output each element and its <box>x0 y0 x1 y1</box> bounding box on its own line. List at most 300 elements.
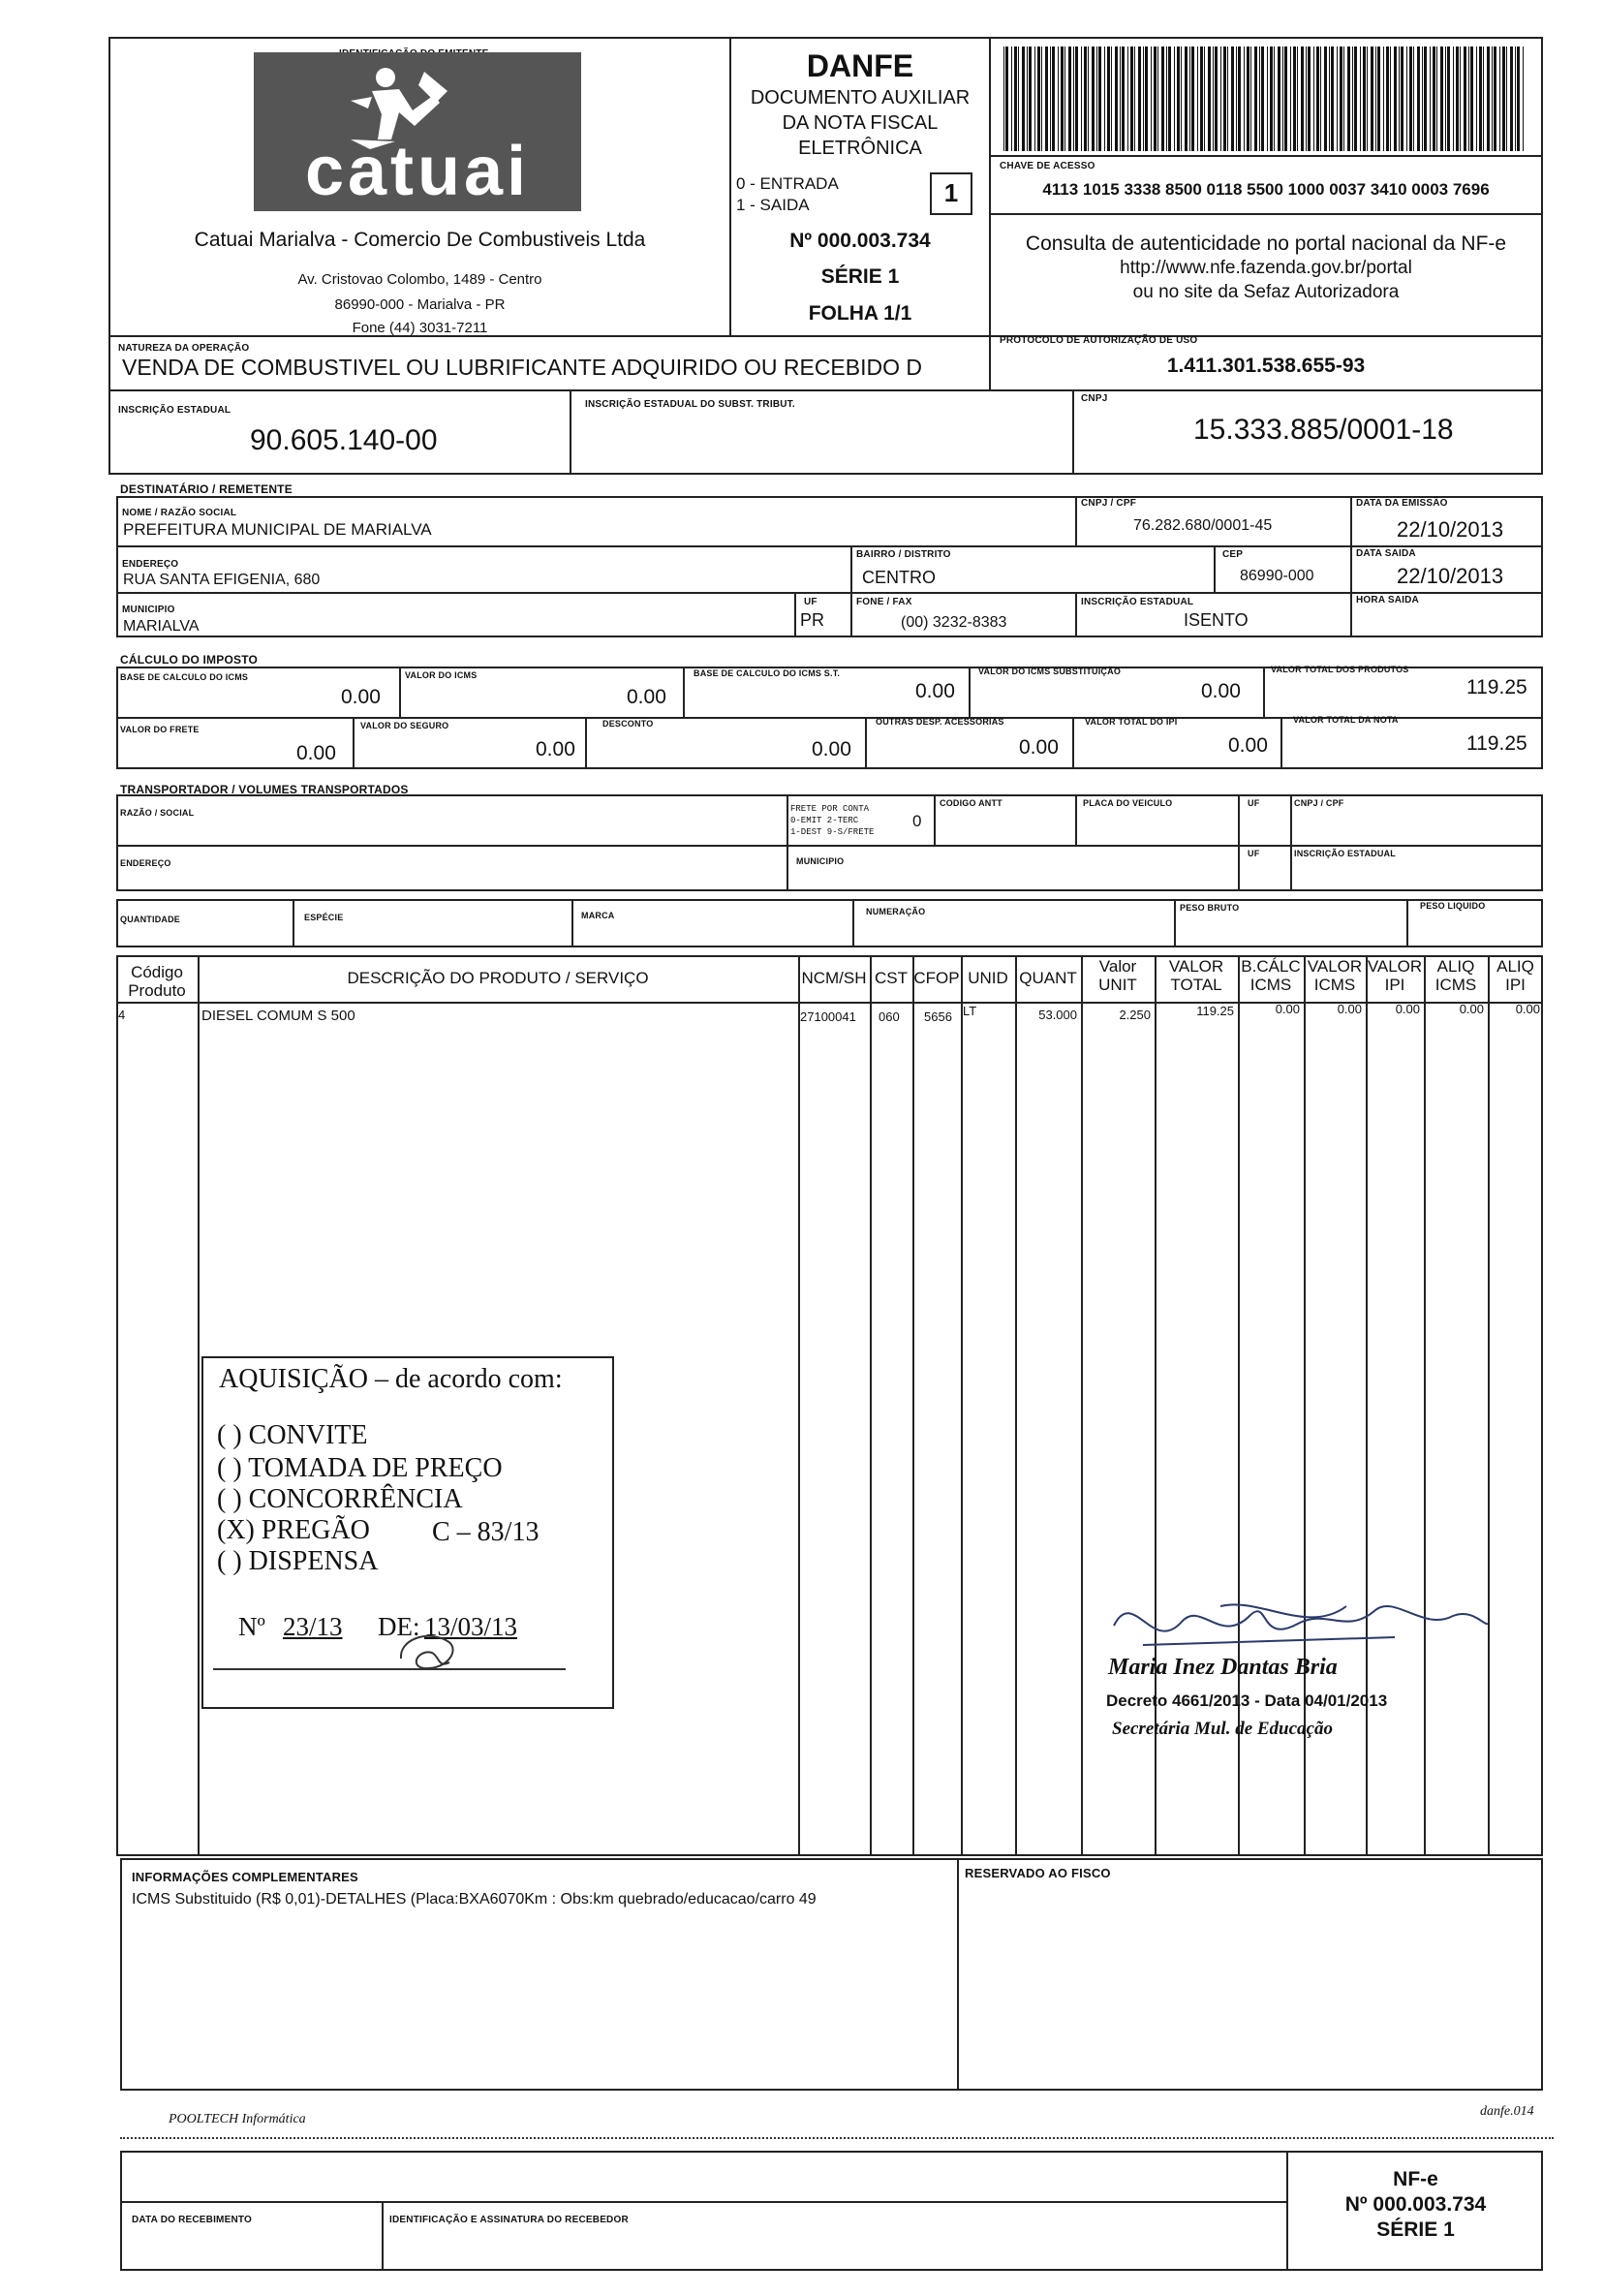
barcode-bar <box>1138 47 1141 151</box>
marca-label: MARCA <box>581 911 615 920</box>
dest-bairro-label: BAIRRO / DISTRITO <box>856 549 951 560</box>
cut-line <box>120 2137 1554 2139</box>
barcode-bar <box>1041 47 1042 151</box>
barcode-bar <box>1440 47 1443 151</box>
barcode-bar <box>1185 47 1188 151</box>
transp-razao-label: RAZÃO / SOCIAL <box>120 808 195 818</box>
barcode-bar <box>1413 47 1414 151</box>
dest-hora-label: HORA SAIDA <box>1356 595 1419 605</box>
barcode-bar <box>1399 47 1400 151</box>
col-cst <box>870 969 912 987</box>
vol-col-3 <box>852 899 854 947</box>
barcode-bar <box>1157 47 1158 151</box>
protocolo-value: 1.411.301.538.655-93 <box>1166 355 1366 377</box>
numeracao-label: NUMERAÇÃO <box>866 907 926 916</box>
barcode-bar <box>1236 47 1237 151</box>
cell-quant: 53.000 <box>1038 1008 1077 1022</box>
barcode-bar <box>1052 47 1055 151</box>
col-cfop-text: CFOP <box>913 969 960 987</box>
barcode-bar <box>1014 47 1017 151</box>
canhoto-assinatura-label: IDENTIFICAÇÃO E ASSINATURA DO RECEBEDOR <box>389 2215 629 2225</box>
cell-unid: LT <box>963 1004 977 1018</box>
barcode-bar <box>1515 47 1516 151</box>
barcode-bar <box>1104 47 1105 151</box>
dest-saida: 22/10/2013 <box>1397 564 1504 588</box>
prod-col-6 <box>1015 955 1017 1856</box>
barcode-bar <box>1227 47 1228 151</box>
barcode-bar <box>1058 47 1059 151</box>
dest-nome-label: NOME / RAZÃO SOCIAL <box>122 508 237 518</box>
ipi: 0.00 <box>1228 734 1268 757</box>
stamp-de-label: DE: <box>378 1612 420 1641</box>
barcode-bar <box>1367 47 1368 151</box>
barcode-bar <box>1005 47 1008 151</box>
fisco-label: RESERVADO AO FISCO <box>965 1866 1111 1880</box>
signature-line3: Secretária Mul. de Educação <box>1112 1719 1333 1739</box>
barcode-bar <box>1034 47 1035 151</box>
cell-valor-unit: 2.250 <box>1119 1008 1151 1022</box>
stamp-num: 23/13 <box>283 1612 343 1641</box>
canhoto-numero: Nº 000.003.734 <box>1344 2193 1487 2216</box>
valor-st: 0.00 <box>1201 680 1241 702</box>
barcode-bar <box>1254 47 1257 151</box>
prod-col-2 <box>798 955 800 1856</box>
imp-col-1 <box>399 667 401 717</box>
especie-label: ESPÉCIE <box>304 913 344 922</box>
barcode-bar <box>1037 47 1040 151</box>
dest-col-ie <box>1075 592 1077 637</box>
imp-col-7 <box>865 717 867 769</box>
barcode-bar <box>1151 47 1152 151</box>
barcode-bar <box>1084 47 1087 151</box>
barcode-bar <box>1453 47 1454 151</box>
barcode-bar <box>1324 47 1327 151</box>
barcode-bar <box>1208 47 1211 151</box>
barcode-bar <box>1181 47 1182 151</box>
stamp-date: 13/03/13 <box>424 1612 518 1641</box>
natureza-label: NATUREZA DA OPERAÇÃO <box>118 343 250 354</box>
col-bcalc-icms-text: B.CÁLC ICMS <box>1241 957 1301 994</box>
barcode-bar <box>1259 47 1260 151</box>
info-label: INFORMAÇÕES COMPLEMENTARES <box>132 1870 358 1884</box>
barcode-bar <box>1238 47 1241 151</box>
dest-municipio: MARIALVA <box>123 618 200 635</box>
col-ncm-text: NCM/SH <box>801 969 867 987</box>
barcode-bar <box>1284 47 1287 151</box>
barcode-bar <box>1045 47 1048 151</box>
barcode-bar <box>1487 47 1490 151</box>
col-quant-text: QUANT <box>1019 969 1077 987</box>
dest-row-divider-2 <box>116 592 1543 594</box>
barcode-bar <box>1470 47 1473 151</box>
col-valor-ipi <box>1366 957 1424 994</box>
transp-frete-l1: FRETE POR CONTA <box>790 804 870 814</box>
danfe-serie: SÉRIE 1 <box>820 265 900 288</box>
imp-col-6 <box>585 717 587 769</box>
emitente-city: 86990-000 - Marialva - PR <box>334 296 506 313</box>
total-prod-label: VALOR TOTAL DOS PRODUTOS <box>1271 665 1409 674</box>
barcode-bar <box>1331 47 1334 151</box>
emitente-phone: Fone (44) 3031-7211 <box>352 320 488 336</box>
desconto-label: DESCONTO <box>602 719 654 729</box>
natureza-value: VENDA DE COMBUSTIVEL OU LUBRIFICANTE ADQUIRIDO OU RECEBIDO D <box>122 355 923 380</box>
barcode-bar <box>1223 47 1226 151</box>
prod-col-11 <box>1366 955 1368 1856</box>
dest-ie: ISENTO <box>1184 610 1249 630</box>
seguro: 0.00 <box>536 738 575 760</box>
imp-col-4 <box>1263 667 1265 717</box>
dest-endereco: RUA SANTA EFIGENIA, 680 <box>123 572 321 588</box>
barcode-bar <box>1098 47 1101 151</box>
barcode-bar <box>1517 47 1520 151</box>
barcode-bar <box>1168 47 1171 151</box>
danfe-saida: 1 - SAIDA <box>736 196 810 214</box>
barcode-bar <box>1506 47 1507 151</box>
danfe-tipo: 1 <box>943 178 959 207</box>
barcode-bar <box>1127 47 1128 151</box>
ie-value: 90.605.140-00 <box>250 424 438 456</box>
vol-col-2 <box>571 899 573 947</box>
imp-col-9 <box>1280 717 1282 769</box>
barcode-bar <box>1363 47 1366 151</box>
cell-codigo: 4 <box>118 1008 126 1022</box>
emitente-name: Catuai Marialva - Comercio De Combustiveis Ltda <box>194 229 646 251</box>
vol-col-1 <box>293 899 294 947</box>
barcode-bar <box>1316 47 1319 151</box>
barcode-bar <box>1174 47 1175 151</box>
barcode-bar <box>1523 47 1524 151</box>
dest-col-cnpj <box>1075 496 1077 545</box>
barcode-bar <box>1445 47 1446 151</box>
dest-municipio-label: MUNICIPIO <box>122 605 175 615</box>
barcode-bar <box>1282 47 1283 151</box>
col-valor-total-text: VALOR TOTAL <box>1168 957 1224 994</box>
cell-valor-icms: 0.00 <box>1337 1002 1362 1016</box>
col-aliq-ipi-text: ALIQ IPI <box>1496 957 1534 994</box>
col-descricao <box>198 969 798 987</box>
barcode-bar <box>1483 47 1484 151</box>
barcode-bar <box>1145 47 1148 151</box>
prod-col-4 <box>912 955 914 1856</box>
consulta-line1: Consulta de autenticidade no portal nacional da NF-e <box>1025 233 1507 255</box>
barcode-bar <box>1200 47 1203 151</box>
seguro-label: VALOR DO SEGURO <box>360 721 449 730</box>
barcode-bar <box>1371 47 1373 151</box>
barcode-bar <box>1502 47 1505 151</box>
barcode-bar <box>1308 47 1311 151</box>
col-valor-unit-text: Valor UNIT <box>1098 957 1137 994</box>
barcode-bar <box>1244 47 1245 151</box>
barcode-bar <box>1261 47 1264 151</box>
cell-valor-total: 119.25 <box>1196 1004 1234 1018</box>
barcode-bar <box>1447 47 1450 151</box>
danfe-sub3: ELETRÔNICA <box>798 138 922 159</box>
barcode-bar <box>1197 47 1198 151</box>
transp-uf-label: UF <box>1248 798 1260 808</box>
barcode-bar <box>1143 47 1144 151</box>
barcode-bar <box>1510 47 1513 151</box>
col-aliq-icms <box>1424 957 1488 994</box>
frete-label: VALOR DO FRETE <box>120 725 200 734</box>
dest-ie-label: INSCRIÇÃO ESTADUAL <box>1081 597 1194 607</box>
col-valor-unit <box>1081 957 1155 994</box>
base-icms: 0.00 <box>341 686 381 708</box>
barcode-bar <box>1354 47 1357 151</box>
prod-col-12 <box>1424 955 1426 1856</box>
prod-col-1 <box>198 955 200 1856</box>
dest-col-cep <box>1214 545 1216 592</box>
signature-name: Maria Inez Dantas Bria <box>1108 1655 1338 1680</box>
stamp-num-label: Nº <box>238 1612 265 1641</box>
barcode-bar <box>1394 47 1397 151</box>
dest-uf-label: UF <box>804 597 817 607</box>
barcode-bar <box>1096 47 1097 151</box>
dest-emissao: 22/10/2013 <box>1397 517 1504 542</box>
peso-bruto-label: PESO BRUTO <box>1180 903 1240 913</box>
vol-col-4 <box>1174 899 1176 947</box>
dest-fone-label: FONE / FAX <box>856 597 912 607</box>
cell-valor-ipi: 0.00 <box>1395 1002 1420 1016</box>
barcode-bar <box>1401 47 1404 151</box>
imp-col-8 <box>1072 717 1074 769</box>
dest-cnpj-label: CNPJ / CPF <box>1081 498 1137 509</box>
transp-placa-label: PLACA DO VEICULO <box>1083 798 1173 808</box>
danfe-sub1: DOCUMENTO AUXILIAR <box>750 87 971 109</box>
ie-st-label: INSCRIÇÃO ESTADUAL DO SUBST. TRIBUT. <box>585 399 795 410</box>
barcode-bar <box>1494 47 1496 151</box>
barcode-bar <box>1215 47 1218 151</box>
cnpj-value: 15.333.885/0001-18 <box>1193 414 1454 446</box>
stamp-opt-dispensa: ( ) DISPENSA <box>217 1546 379 1576</box>
col-ncm <box>798 969 870 987</box>
catuai-logo <box>254 52 581 211</box>
transportador-section-label: TRANSPORTADOR / VOLUMES TRANSPORTADOS <box>120 783 409 796</box>
barcode-bar <box>1492 47 1493 151</box>
transp-uf2-label: UF <box>1248 849 1260 858</box>
transp-frete-value: 0 <box>912 812 922 830</box>
canhoto-divider-v1 <box>382 2201 384 2271</box>
barcode-bar <box>1479 47 1482 151</box>
transp-row-divider <box>116 845 1543 847</box>
dest-nome: PREFEITURA MUNICIPAL DE MARIALVA <box>123 520 432 539</box>
danfe-title: DANFE <box>806 48 914 83</box>
dest-col-fone <box>850 592 852 637</box>
col-unid-text: UNID <box>968 969 1008 987</box>
dest-col-bairro <box>850 545 852 592</box>
protocolo-label: PROTOCOLO DE AUTORIZAÇÃO DE USO <box>1000 335 1198 346</box>
barcode-bar <box>1250 47 1251 151</box>
cell-cfop: 5656 <box>924 1009 952 1024</box>
transp-col-frete <box>787 794 788 891</box>
chave-label: CHAVE DE ACESSO <box>1000 161 1095 171</box>
dest-cep: 86990-000 <box>1240 568 1314 584</box>
col-codigo <box>116 963 198 1000</box>
total-nota: 119.25 <box>1466 732 1527 755</box>
emitente-address: Av. Cristovao Colombo, 1489 - Centro <box>297 271 542 288</box>
barcode-bar <box>1166 47 1167 151</box>
ie-label: INSCRIÇÃO ESTADUAL <box>118 405 231 416</box>
barcode-bar <box>1154 47 1157 151</box>
stamp-opt-pregao: (X) PREGÃO <box>217 1515 370 1545</box>
outras-label: OUTRAS DESP. ACESSORIAS <box>876 717 1004 727</box>
barcode-bar <box>1107 47 1110 151</box>
dest-col-uf <box>794 592 796 637</box>
barcode-bar <box>1177 47 1180 151</box>
stamp-opt-concorrencia: ( ) CONCORRÊNCIA <box>217 1484 463 1514</box>
barcode-bar <box>1267 47 1268 151</box>
info-text: ICMS Substituido (R$ 0,01)-DETALHES (Placa:BXA6070Km : Obs:km quebrado/educacao/carro 49 <box>132 1891 817 1908</box>
barcode-bar <box>1329 47 1330 151</box>
quantidade-label: QUANTIDADE <box>120 915 180 924</box>
outras: 0.00 <box>1019 736 1059 759</box>
transp-frete-l2: 0-EMIT 2-TERC <box>790 816 859 825</box>
col-descricao-text: DESCRIÇÃO DO PRODUTO / SERVIÇO <box>347 969 649 987</box>
prod-col-13 <box>1488 955 1490 1856</box>
barcode-bar <box>1436 47 1437 151</box>
canhoto-serie: SÉRIE 1 <box>1376 2218 1455 2241</box>
dest-col-emissao <box>1350 496 1352 637</box>
dest-row-divider-1 <box>116 545 1543 547</box>
canhoto-data-label: DATA DO RECEBIMENTO <box>132 2215 252 2225</box>
barcode-bar <box>1476 47 1477 151</box>
imp-col-2 <box>683 667 685 717</box>
total-prod: 119.25 <box>1466 676 1527 698</box>
chave-value: 4113 1015 3338 8500 0118 5500 1000 0037 3410 0003 7696 <box>1042 180 1490 199</box>
frete: 0.00 <box>296 742 336 764</box>
barcode-bar <box>1081 47 1082 151</box>
prod-col-3 <box>870 955 872 1856</box>
transp-col-uf <box>1238 794 1240 891</box>
barcode-bar <box>1290 47 1291 151</box>
barcode-bar <box>1433 47 1435 151</box>
barcode-bar <box>1406 47 1407 151</box>
barcode-bar <box>1306 47 1307 151</box>
aquisicao-stamp <box>201 1356 614 1709</box>
chave-divider-top <box>989 155 1543 157</box>
barcode-bar <box>1011 47 1012 151</box>
barcode-bar <box>1130 47 1133 151</box>
barcode-bar <box>1064 47 1065 151</box>
barcode-bar <box>1231 47 1234 151</box>
stamp-pregao-ref: C – 83/13 <box>432 1517 540 1547</box>
transp-col-antt <box>934 794 936 845</box>
software-footer: POOLTECH Informática <box>169 2112 306 2126</box>
imp-col-5 <box>353 717 355 769</box>
danfe-numero: Nº 000.003.734 <box>789 230 931 252</box>
transp-ie-label: INSCRIÇÃO ESTADUAL <box>1294 849 1396 858</box>
dest-cnpj: 76.282.680/0001-45 <box>1133 517 1273 534</box>
stamp-opt-convite: ( ) CONVITE <box>217 1420 368 1450</box>
form-code: danfe.014 <box>1480 2104 1534 2119</box>
col-aliq-ipi <box>1488 957 1543 994</box>
barcode-bar <box>1204 47 1205 151</box>
cell-aliq-icms: 0.00 <box>1459 1002 1484 1016</box>
transp-antt-label: CODIGO ANTT <box>940 798 1002 808</box>
col-valor-icms-text: VALOR ICMS <box>1307 957 1363 994</box>
barcode-bar <box>1003 47 1004 151</box>
barcode-bar <box>1088 47 1089 151</box>
barcode-bar <box>1111 47 1112 151</box>
transp-municipio-label: MUNICIPIO <box>796 856 845 866</box>
destinatario-box <box>116 496 1543 637</box>
col-valor-icms <box>1304 957 1366 994</box>
chave-divider-bottom <box>989 213 1543 215</box>
barcode-bar <box>1134 47 1135 151</box>
col-valor-total <box>1155 957 1238 994</box>
cnpj-label: CNPJ <box>1081 393 1108 404</box>
barcode-bar <box>1352 47 1353 151</box>
prod-col-5 <box>961 955 963 1856</box>
barcode-bar <box>1390 47 1391 151</box>
barcode-bar <box>1430 47 1431 151</box>
destinatario-section-label: DESTINATÁRIO / REMETENTE <box>120 482 293 496</box>
barcode-bar <box>1360 47 1361 151</box>
barcode-bar <box>1343 47 1344 151</box>
total-nota-label: VALOR TOTAL DA NOTA <box>1293 715 1399 725</box>
barcode-bar <box>1297 47 1298 151</box>
inscricao-divider-1 <box>570 389 571 475</box>
barcode-bar <box>1460 47 1461 151</box>
barcode-bar <box>1424 47 1427 151</box>
barcode-bar <box>1383 47 1384 151</box>
dest-uf: PR <box>800 610 825 630</box>
barcode-bar <box>1377 47 1380 151</box>
barcode-bar <box>1075 47 1078 151</box>
col-valor-ipi-text: VALOR IPI <box>1367 957 1423 994</box>
consulta-line2: http://www.nfe.fazenda.gov.br/portal <box>1120 258 1412 278</box>
logo-text: catuai <box>304 133 531 210</box>
base-st-label: BASE DE CALCULO DO ICMS S.T. <box>694 668 841 678</box>
barcode-bar <box>1320 47 1321 151</box>
col-cst-text: CST <box>875 969 908 987</box>
barcode-bar <box>1347 47 1350 151</box>
barcode-bar <box>1189 47 1190 151</box>
barcode-bar <box>1468 47 1469 151</box>
barcode <box>1003 47 1527 151</box>
imp-col-3 <box>969 667 971 717</box>
barcode-bar <box>1337 47 1338 151</box>
base-icms-label: BASE DE CALCULO DO ICMS <box>120 672 249 682</box>
barcode-bar <box>1499 47 1500 151</box>
cell-descricao: DIESEL COMUM S 500 <box>201 1008 355 1024</box>
barcode-bar <box>1073 47 1074 151</box>
barcode-bar <box>1270 47 1273 151</box>
danfe-folha: FOLHA 1/1 <box>808 302 912 325</box>
cell-cst: 060 <box>879 1009 900 1024</box>
prod-col-7 <box>1081 955 1083 1856</box>
vol-col-5 <box>1406 899 1408 947</box>
transp-col-placa <box>1075 794 1077 845</box>
dest-bairro: CENTRO <box>862 568 936 587</box>
valor-icms: 0.00 <box>627 686 666 708</box>
barcode-bar <box>1068 47 1071 151</box>
barcode-bar <box>1022 47 1025 151</box>
stamp-title: AQUISIÇÃO – de acordo com: <box>219 1364 563 1394</box>
stamp-initials-icon <box>389 1620 486 1678</box>
barcode-bar <box>1122 47 1125 151</box>
desconto: 0.00 <box>812 738 851 760</box>
barcode-bar <box>1313 47 1314 151</box>
col-unid <box>961 969 1015 987</box>
barcode-bar <box>1247 47 1249 151</box>
dest-saida-label: DATA SAIDA <box>1356 548 1416 559</box>
barcode-bar <box>1386 47 1389 151</box>
barcode-bar <box>1422 47 1423 151</box>
barcode-bar <box>1191 47 1194 151</box>
stamp-opt-tomada: ( ) TOMADA DE PREÇO <box>217 1453 503 1483</box>
barcode-bar <box>1409 47 1412 151</box>
barcode-bar <box>1018 47 1019 151</box>
